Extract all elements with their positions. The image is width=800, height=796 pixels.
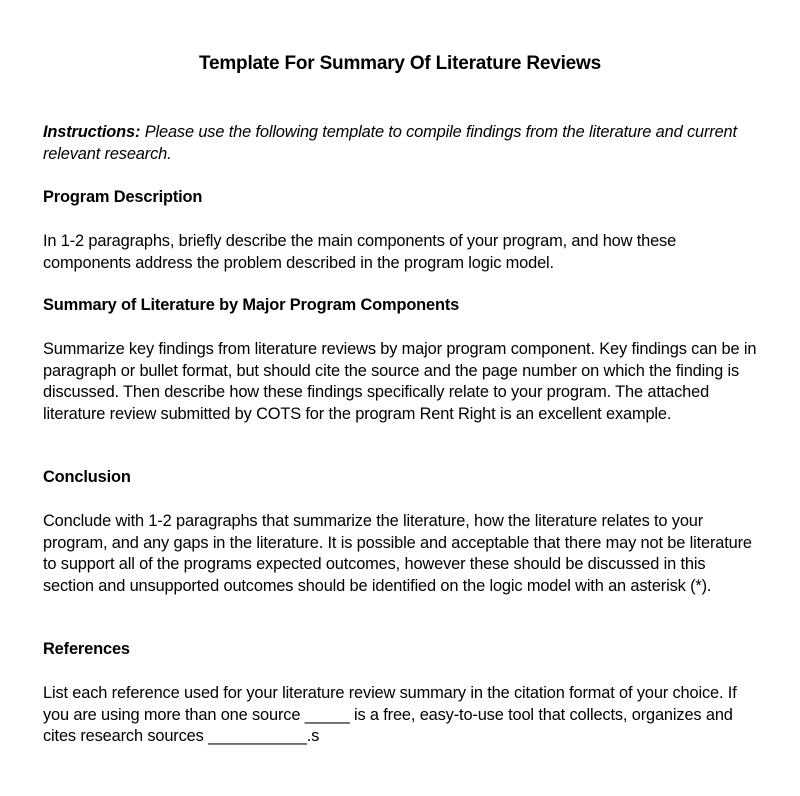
body-references: List each reference used for your literature review summary in the citation format of your choice. If you are using more than one source _____ is a free, easy-to-use tool that collects, organizes and cites research sources ___________.s bbox=[43, 684, 737, 745]
instructions-text: Please use the following template to compile findings from the literature and current relevant research. bbox=[43, 123, 737, 163]
heading-summary-of-literature: Summary of Literature by Major Program Components bbox=[43, 296, 460, 314]
heading-program-description: Program Description bbox=[43, 188, 203, 206]
heading-conclusion: Conclusion bbox=[43, 468, 131, 486]
body-program-description: In 1-2 paragraphs, briefly describe the main components of your program, and how these components address the problem described in the program logic model. bbox=[43, 232, 677, 272]
body-conclusion: Conclude with 1-2 paragraphs that summarize the literature, how the literature relates to your program, and any gaps in the literature. It is possible and acceptable that there may not be literature to support all of the programs expected outcomes, however these should be discussed in this section and unsupported outcomes should be identified on the logic model with an asterisk (*). bbox=[43, 512, 752, 595]
instructions-label: Instructions: bbox=[43, 123, 141, 141]
instructions-paragraph bbox=[43, 122, 760, 165]
body-summary-of-literature: Summarize key findings from literature reviews by major program component. Key findings can be in paragraph or bullet format, but should cite the source and the page number on which the finding is discussed. Then describe how these findings specifically relate to your program. The attached literature review submitted by COTS for the program Rent Right is an excellent example. bbox=[43, 340, 757, 423]
document-title: Template For Summary Of Literature Reviews bbox=[199, 53, 601, 74]
heading-references: References bbox=[43, 640, 130, 658]
